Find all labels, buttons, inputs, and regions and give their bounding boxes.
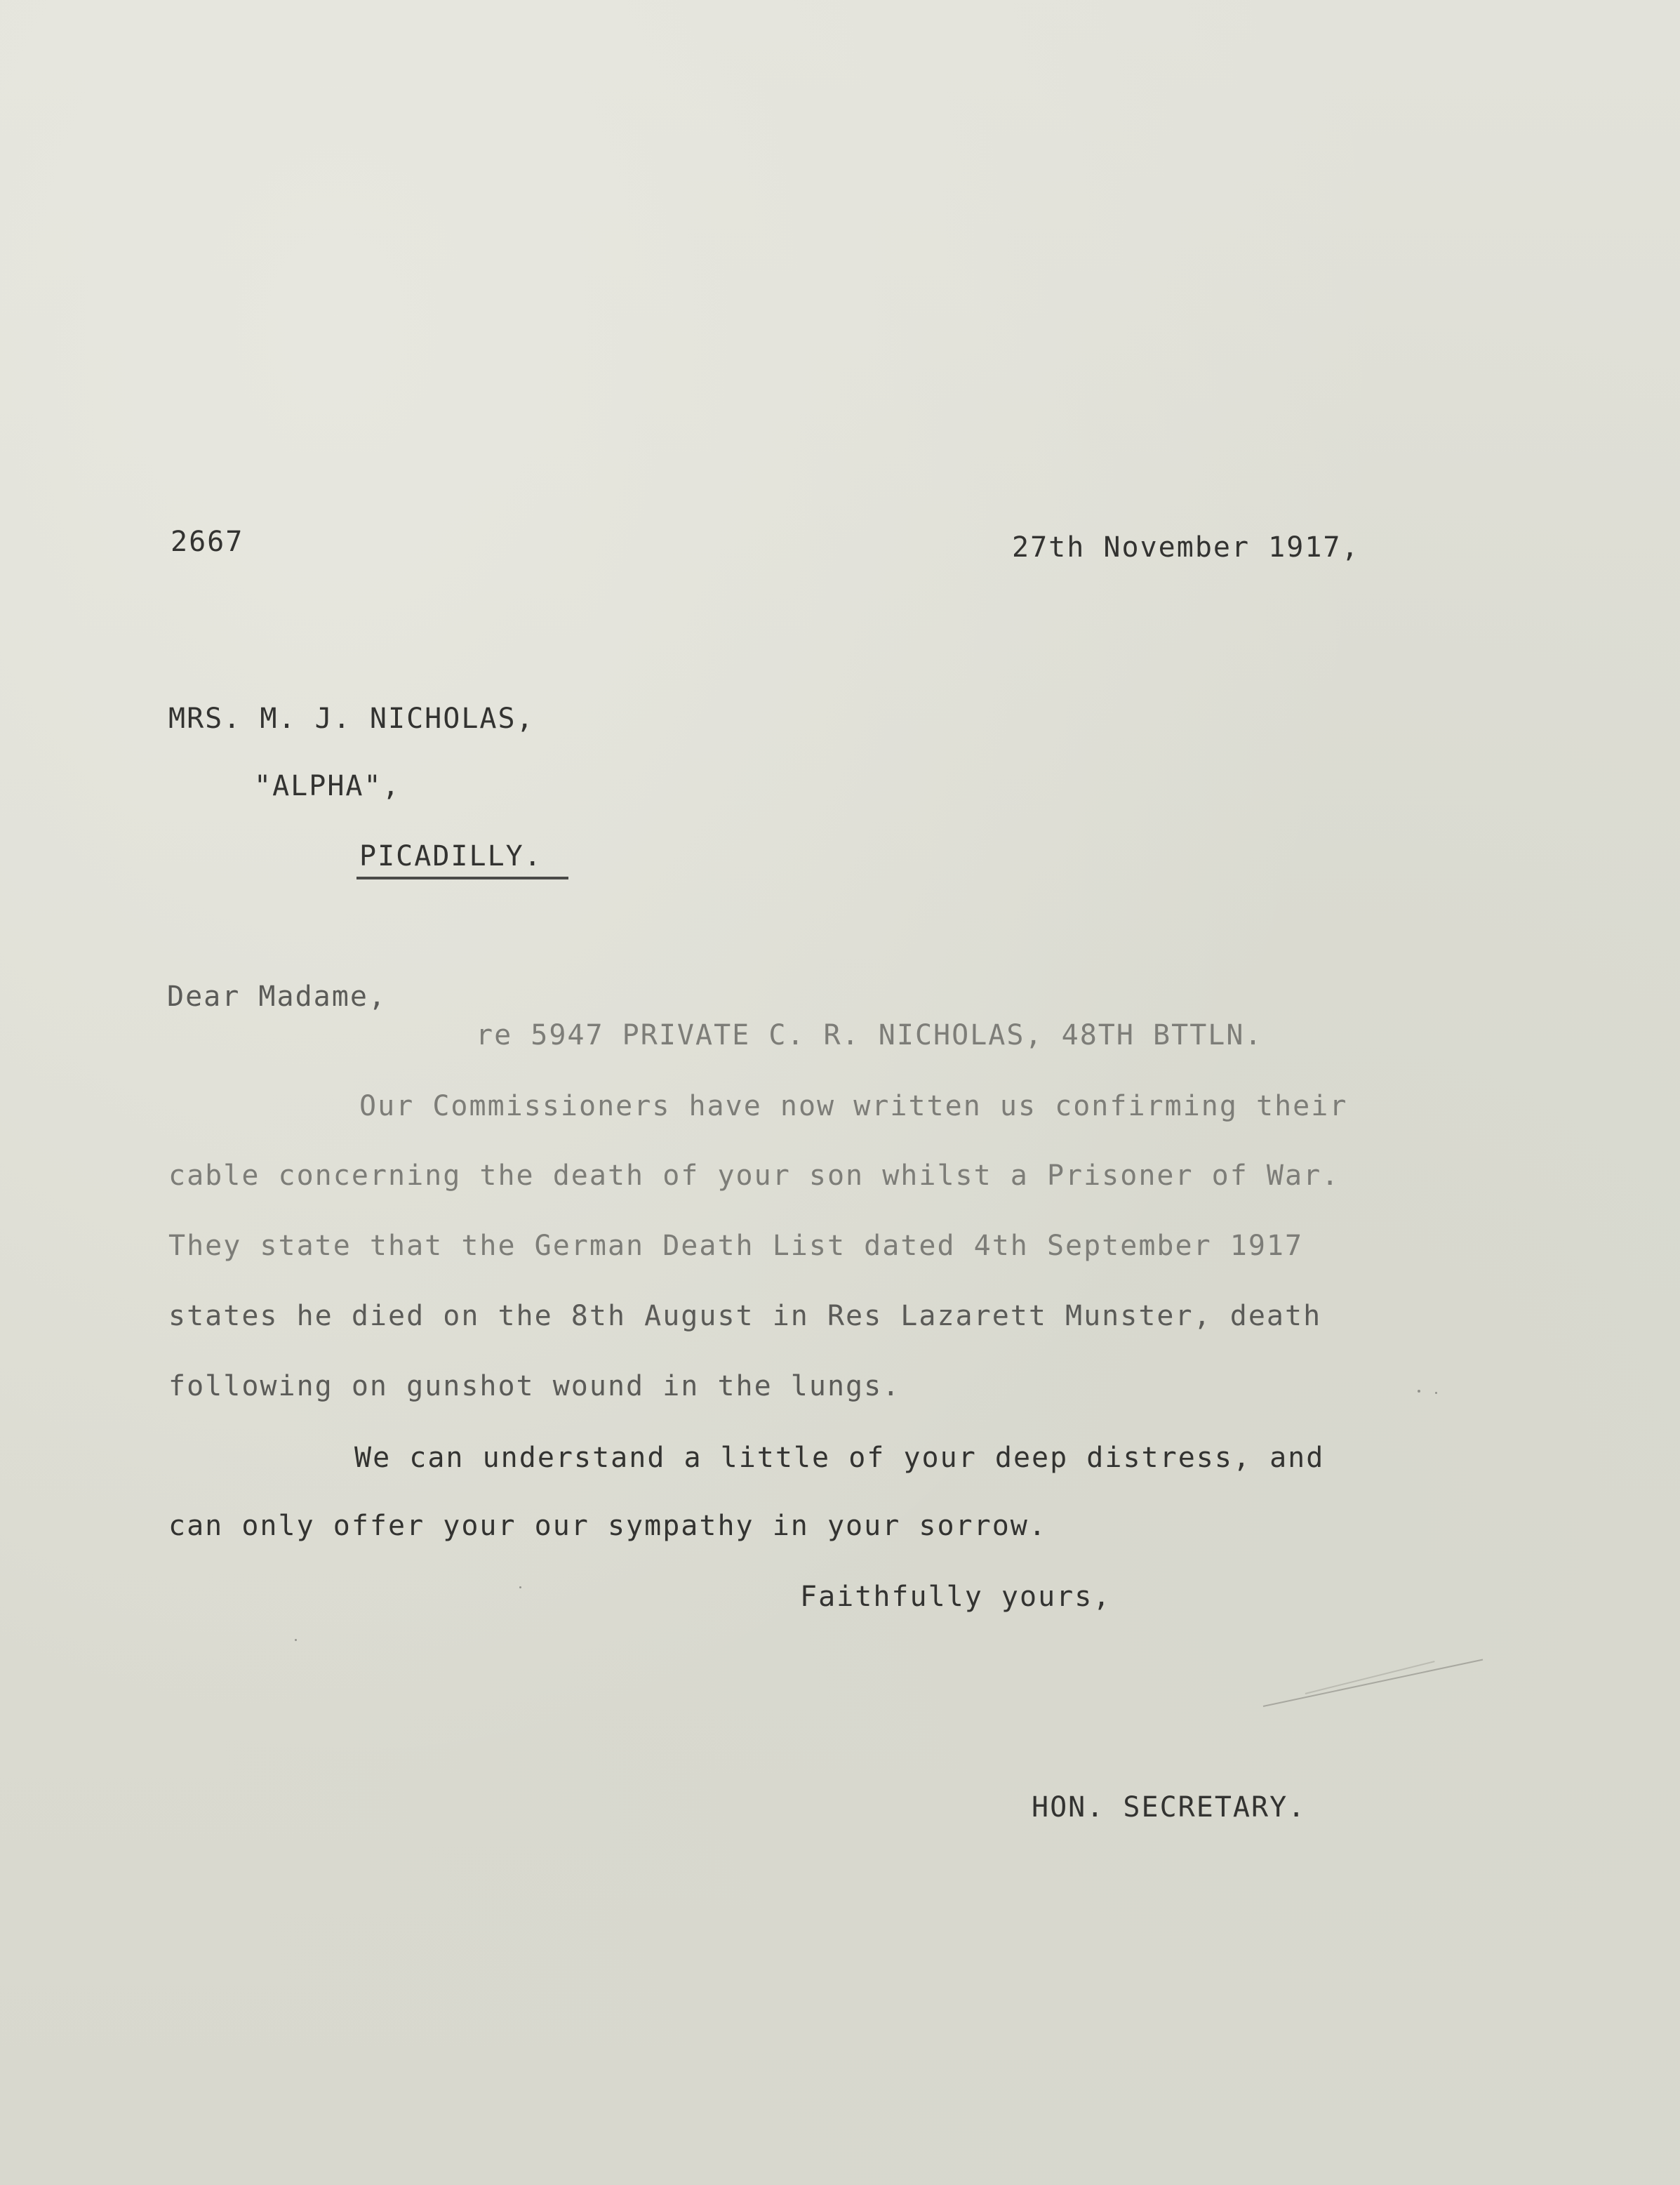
paper-speck-3 <box>295 1639 297 1641</box>
signature-title: HON. SECRETARY. <box>1032 1791 1307 1824</box>
paragraph-1-line-5: following on gunshot wound in the lungs. <box>168 1370 901 1402</box>
paper-speck-2 <box>1435 1392 1437 1394</box>
paper-speck-4 <box>519 1586 521 1588</box>
recipient-locality: PICADILLY. <box>359 840 542 872</box>
paragraph-2-line-1: We can understand a little of your deep distress, and <box>354 1442 1325 1474</box>
closing: Faithfully yours, <box>800 1581 1112 1613</box>
recipient-name: MRS. M. J. NICHOLAS, <box>168 703 535 735</box>
paragraph-2-line-2: can only offer your our sympathy in your sorrow. <box>168 1510 1047 1542</box>
subject-line: re 5947 PRIVATE C. R. NICHOLAS, 48TH BTTLN. <box>476 1019 1263 1051</box>
paragraph-1-line-4: states he died on the 8th August in Res Lazarett Munster, death <box>168 1300 1322 1332</box>
salutation: Dear Madame, <box>167 981 387 1013</box>
paragraph-1-line-2: cable concerning the death of your son whilst a Prisoner of War. <box>168 1160 1340 1192</box>
letter-date: 27th November 1917, <box>1012 531 1360 564</box>
paper-speck <box>1418 1390 1420 1393</box>
recipient-house: "ALPHA", <box>254 770 401 802</box>
paragraph-1-line-3: They state that the German Death List dated 4th September 1917 <box>168 1230 1304 1262</box>
paragraph-1-line-1: Our Commissioners have now written us confirming their <box>359 1090 1348 1122</box>
pencil-streak <box>1263 1659 1483 1706</box>
pencil-streak-2 <box>1305 1661 1435 1694</box>
locality-underline <box>356 877 568 879</box>
reference-number: 2667 <box>171 526 244 558</box>
